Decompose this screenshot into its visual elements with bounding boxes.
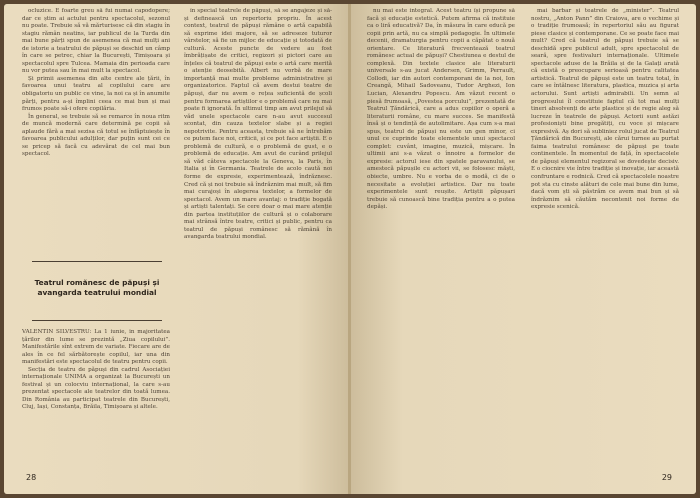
article-title-block (32, 261, 162, 321)
interview-paragraph: Secția de teatru de păpuși din cadrul Asociației internaționale UNIMA a organizat la București un festival și un colocviu internațional, la care s-au prezentat spectacole ale teatrelor din toată lumea. Din România au participat teatrele din București, Cluj, Iași, Constanța, Brăila, Timișoara și altele. (22, 366, 170, 411)
left-col1-paragraph-2: Și primii asemenea din alte centre ale țării, în favoarea unui teatru al copilului care are obligatoriu un public ce vine, la noi ca și în anumite părți, pentru a-și împlini ceea ce mai bun și mai frumos poate să-i ofere copilăria. (22, 75, 170, 113)
right-column-2 (531, 8, 679, 463)
book-spread (4, 4, 696, 494)
left-page (4, 4, 349, 494)
right-page (351, 4, 696, 494)
left-col1-paragraph-3: În general, se trebuie să se remarce în noua ritm de muncă modernă care determină pe copii să aplaude fără a mai sezisa că totul se înfăptuiește în favoarea publicului adulților, dar puțin sunt cei ce se pricep să facă cu adevărat de cel mai bun spectacol. (22, 113, 170, 158)
right-column-1 (367, 8, 515, 463)
left-col2-text: în special teatrele de păpuși, să se angajeze și să-și definească un repertoriu propriu. În acest context, teatrul de păpuși rămâne o artă capabilă să exprime idei majore, să se adreseze tuturor vârstelor, să fie un mijloc de educație și totodată de cultură. Aceste puncte de vedere au fost îmbrățișate de critici, regizori și pictori care au înțeles că teatrul de păpuși este o artă care merită o atenție deosebită. Albert nu vorbă de mare importanță mai multe probleme administrative și organizatorice. Faptul că avem destui teatre de păpuși, dar nu avem o rețea suficientă de școli pentru formarea artiștilor e o problemă care nu mai poate fi ignorată. În ultimul timp am avut prilejul să văd unele spectacole care n-au avut succesul scontat, din cauza textelor slabe și a regiei nepotrivite. Pentru aceasta, trebuie să ne întrebăm ce putem face noi, criticii, și ce pot face artiștii. E o problemă de cultură, e o problemă de gust, e o problemă de educație. Am avut de curând prilejul să văd câteva spectacole la Geneva, la Paris, în Italia și în Germania. Teatrele de acolo caută noi forme de expresie, experimentează, îndrăznesc. Cred că și noi trebuie să îndrăznim mai mult, să fim mai curajoși în alegerea textelor, a formelor de spectacol. Avem un mare avantaj: o tradiție bogată și artiști talentați. Se cere doar o mai mare atenție din partea instituțiilor de cultură și o colaborare mai strânsă între teatre, critici și public, pentru ca teatrul de păpuși românesc să rămână în avangarda teatrului mondial. (184, 8, 332, 241)
right-col1-text: nu mai este integral. Acest teatru își propune să facă și educație estetică. Putem afirma că instituie ca o liră educativă? Da, în măsura în care educă pe copii prin artă, nu ca simplă pedagogie. În ultimele decenii, dramaturgia pentru copii a căpătat o nouă orientare. Ce literatură frecventează teatrul românesc actual de păpuși? Chestiunea e destul de complexă. Din textele clasice ale literaturii universale s-au jucat Andersen, Grimm, Perrault, Collodi, iar din autori contemporani de la noi, Ion Creangă, Mihail Sadoveanu, Tudor Arghezi, Ion Lucian, Alexandru Popescu. Am văzut recent o piesă frumoasă, „Povestea porcului”, prezentată de Teatrul Țăndărică, care a adus copiilor o operă a literaturii române, cu mare succes. Se manifestă însă și o tendință de autolimitare. Așa cum s-a mai spus, teatrul de păpuși nu este un gen minor, ci unul ce cuprinde toate elementele unui spectacol complet: cuvânt, imagine, muzică, mișcare. În ultimii ani s-a văzut o înnoire a formelor de expresie: actorul iese din spatele paravanului, se amestecă păpușile cu actori vii, se folosesc măști, obiecte, umbre. Nu e vorba de o modă, ci de o necesitate a evoluției artistice. Dar nu toate experimentele sunt reușite. Artiștii păpușari trebuie să cunoască bine tradiția pentru a o putea depăși. (367, 8, 515, 211)
left-col1-paragraph-1: ocluzice. E foarte greu să fui numai capodopere; dar ce știm ai actului pentru spectacolul, sezonul nu poate. Trebuie să vă mărturisesc că din stagiu în stagiu rămân neatins, iar publicul de la Turda din mai bune părți spun de asemenea că mai mulți ani de istorie a teatrului de păpuși se deschid un câmp în care se petrec, chiar la București, Timișoara și spectacolul spre Tulcea. Mamaia din perioada care nu vor putea sau în mai mult la spectacol. (22, 8, 170, 75)
right-col2-text: mai barbar și teatrele de „minister”. Teatrul nostru, „Anton Pann” din Craiova, are o vechime și o tradiție frumoasă; în repertoriul său au figurat piese clasice și contemporane. Ce se poate face mai mult? Cred că teatrul de păpuși trebuie să se deschidă spre publicul adult, spre spectacolul de seară, spre festivaluri internaționale. Ultimele spectacole aduse de la Brăila și de la Galați arată că există o preocupare serioasă pentru calitatea artistică. Teatrul de păpuși este un teatru total, în care se întâlnesc literatura, plastica, muzica și arta actorului. Sunt artiști admirabili. Un semn al progresului îl constituie faptul că tot mai mulți tineri absolvenți de arte plastice și de regie aleg să lucreze în teatrele de păpuși. Actorii sunt astăzi profesioniști bine pregătiți, cu voce și mișcare expresivă. Aș dori să subliniez rolul jucat de Teatrul Țăndărică din București, ale cărui turnee au purtat faima teatrului românesc de păpuși pe toate continentele. În momentul de față, în spectacolele de păpuși elementul regizoral se dovedește decisiv. E o ciocnire vie între tradiție și inovație, iar această confruntare e rodnică. Cred că spectacolele noastre pot sta cu cinste alături de cele mai bune din lume, dacă vom ști să păstrăm ce avem mai bun și să îndrăznim să căutăm necontenit noi forme de expresie scenică. (531, 8, 679, 211)
page-number-left: 28 (26, 473, 37, 482)
left-column-2 (184, 8, 332, 463)
page-number-right: 29 (661, 473, 672, 482)
article-title: Teatrul romănesc de păpuși și avangarda teatrului mondial (34, 278, 160, 297)
interview-opening: VALENTIN SILVESTRU: La 1 iunie, în majoritatea țărilor din lume se prezintă „Ziua copilului”. Manifestările sînt extrem de variate. Fiecare are de ales în ce fel sărbătorește copilul, iar una din manifestări este spectacolul de teatru pentru copii. (22, 329, 170, 366)
left-column-1-bottom (22, 329, 170, 469)
